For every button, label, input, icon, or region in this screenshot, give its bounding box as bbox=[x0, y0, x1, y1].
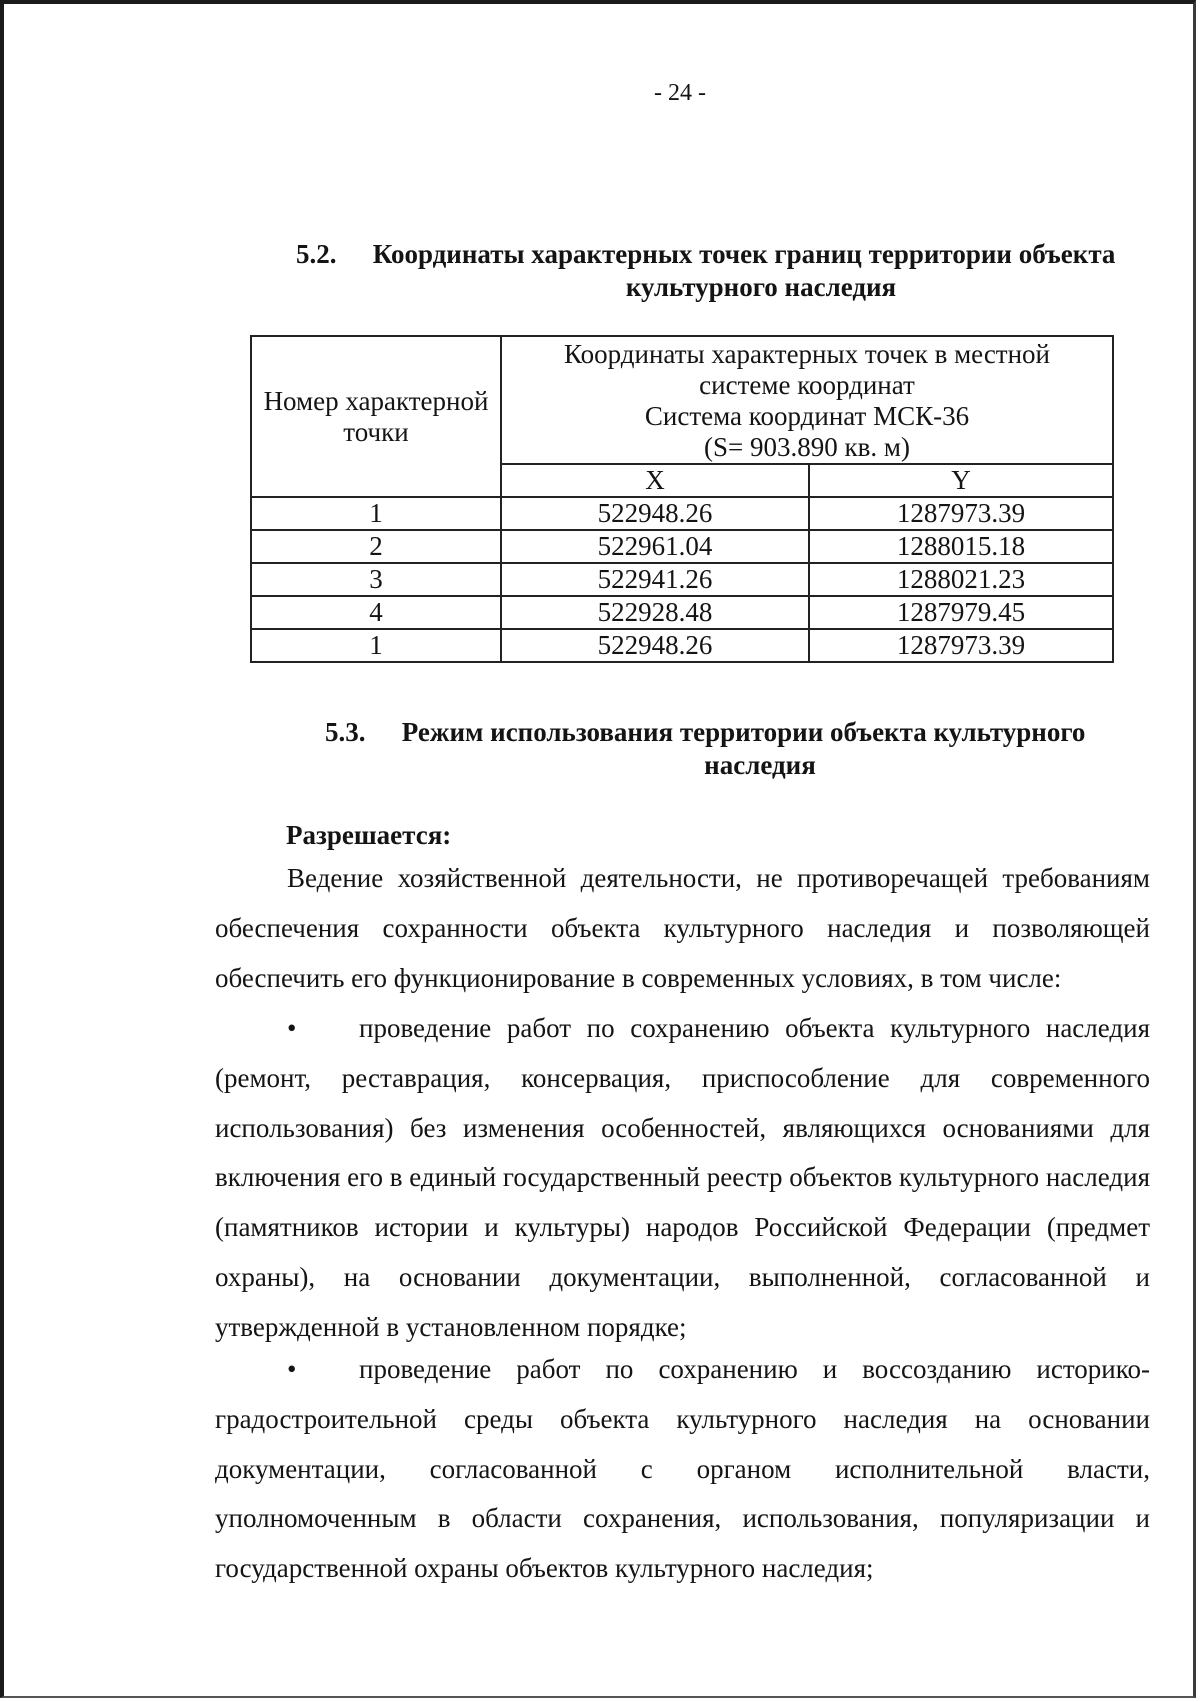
y-header: Y bbox=[809, 464, 1113, 497]
page-number: - 24 - bbox=[654, 80, 706, 106]
bullet-item-2 bbox=[215, 1345, 1150, 1594]
point-cell: 2 bbox=[251, 530, 501, 563]
table-row bbox=[251, 596, 1113, 629]
x-cell: 522948.26 bbox=[501, 497, 809, 530]
bullet-marker: • bbox=[287, 1013, 297, 1043]
table-header-row bbox=[251, 336, 1113, 464]
x-cell: 522948.26 bbox=[501, 629, 809, 662]
table-row bbox=[251, 497, 1113, 530]
bullet-text: проведение работ по сохранению и воссозданию историко-градостроительной среды объекта культурного наследия на основании документации, согласованной с органом исполнительной власти, уполномоченным в области сохранения, использования, популяризации и государственной охраны объектов культурного наследия; bbox=[215, 1354, 1150, 1584]
section-number: 5.3. bbox=[325, 717, 366, 747]
section-title-line2: культурного наследия bbox=[625, 272, 897, 302]
y-cell: 1287979.45 bbox=[809, 596, 1113, 629]
table-row bbox=[251, 530, 1113, 563]
intro-paragraph bbox=[215, 854, 1150, 1003]
y-cell: 1287973.39 bbox=[809, 629, 1113, 662]
point-cell: 3 bbox=[251, 563, 501, 596]
allowed-subheading: Разрешается: bbox=[286, 820, 452, 850]
table-row bbox=[251, 563, 1113, 596]
table-row bbox=[251, 629, 1113, 662]
section-title-line1: Координаты характерных точек границ территории объекта bbox=[372, 239, 1116, 269]
bullet-marker: • bbox=[287, 1354, 297, 1384]
point-cell: 1 bbox=[251, 629, 501, 662]
bullet-text: проведение работ по сохранению объекта культурного наследия (ремонт, реставрация, консервация, приспособление для современного использования) без изменения особенностей, являющихся основаниями для включения его в единый государственный реестр объектов культурного наследия (памятников истории и культуры) народов Российской Федерации (предмет охраны), на основании документации, выполненной, согласованной и утвержденной в установленном порядке; bbox=[215, 1013, 1150, 1342]
section-title-line2: наследия bbox=[704, 750, 816, 780]
x-cell: 522941.26 bbox=[501, 563, 809, 596]
point-cell: 4 bbox=[251, 596, 501, 629]
bullet-item-1 bbox=[215, 1004, 1150, 1353]
section-number: 5.2. bbox=[296, 239, 337, 269]
paragraph-text: Ведение хозяйственной деятельности, не противоречащей требованиям обеспечения сохранности объекта культурного наследия и позволяющей обеспечить его функционирование в современных условиях, в том числе: bbox=[215, 863, 1150, 993]
y-cell: 1287973.39 bbox=[809, 497, 1113, 530]
coordinates-table bbox=[250, 335, 1114, 663]
coordinates-header: Координаты характерных точек в местной системе координат Система координат МСК-36 (S= 903.890 кв. м) bbox=[501, 336, 1113, 464]
section-heading-5-3 bbox=[325, 716, 1125, 782]
x-cell: 522961.04 bbox=[501, 530, 809, 563]
point-number-header: Номер характерной точки bbox=[251, 336, 501, 497]
x-header: X bbox=[501, 464, 809, 497]
y-cell: 1288015.18 bbox=[809, 530, 1113, 563]
section-heading-5-2 bbox=[296, 238, 1156, 304]
section-title-line1: Режим использования территории объекта культурного bbox=[401, 717, 1086, 747]
x-cell: 522928.48 bbox=[501, 596, 809, 629]
y-cell: 1288021.23 bbox=[809, 563, 1113, 596]
point-cell: 1 bbox=[251, 497, 501, 530]
